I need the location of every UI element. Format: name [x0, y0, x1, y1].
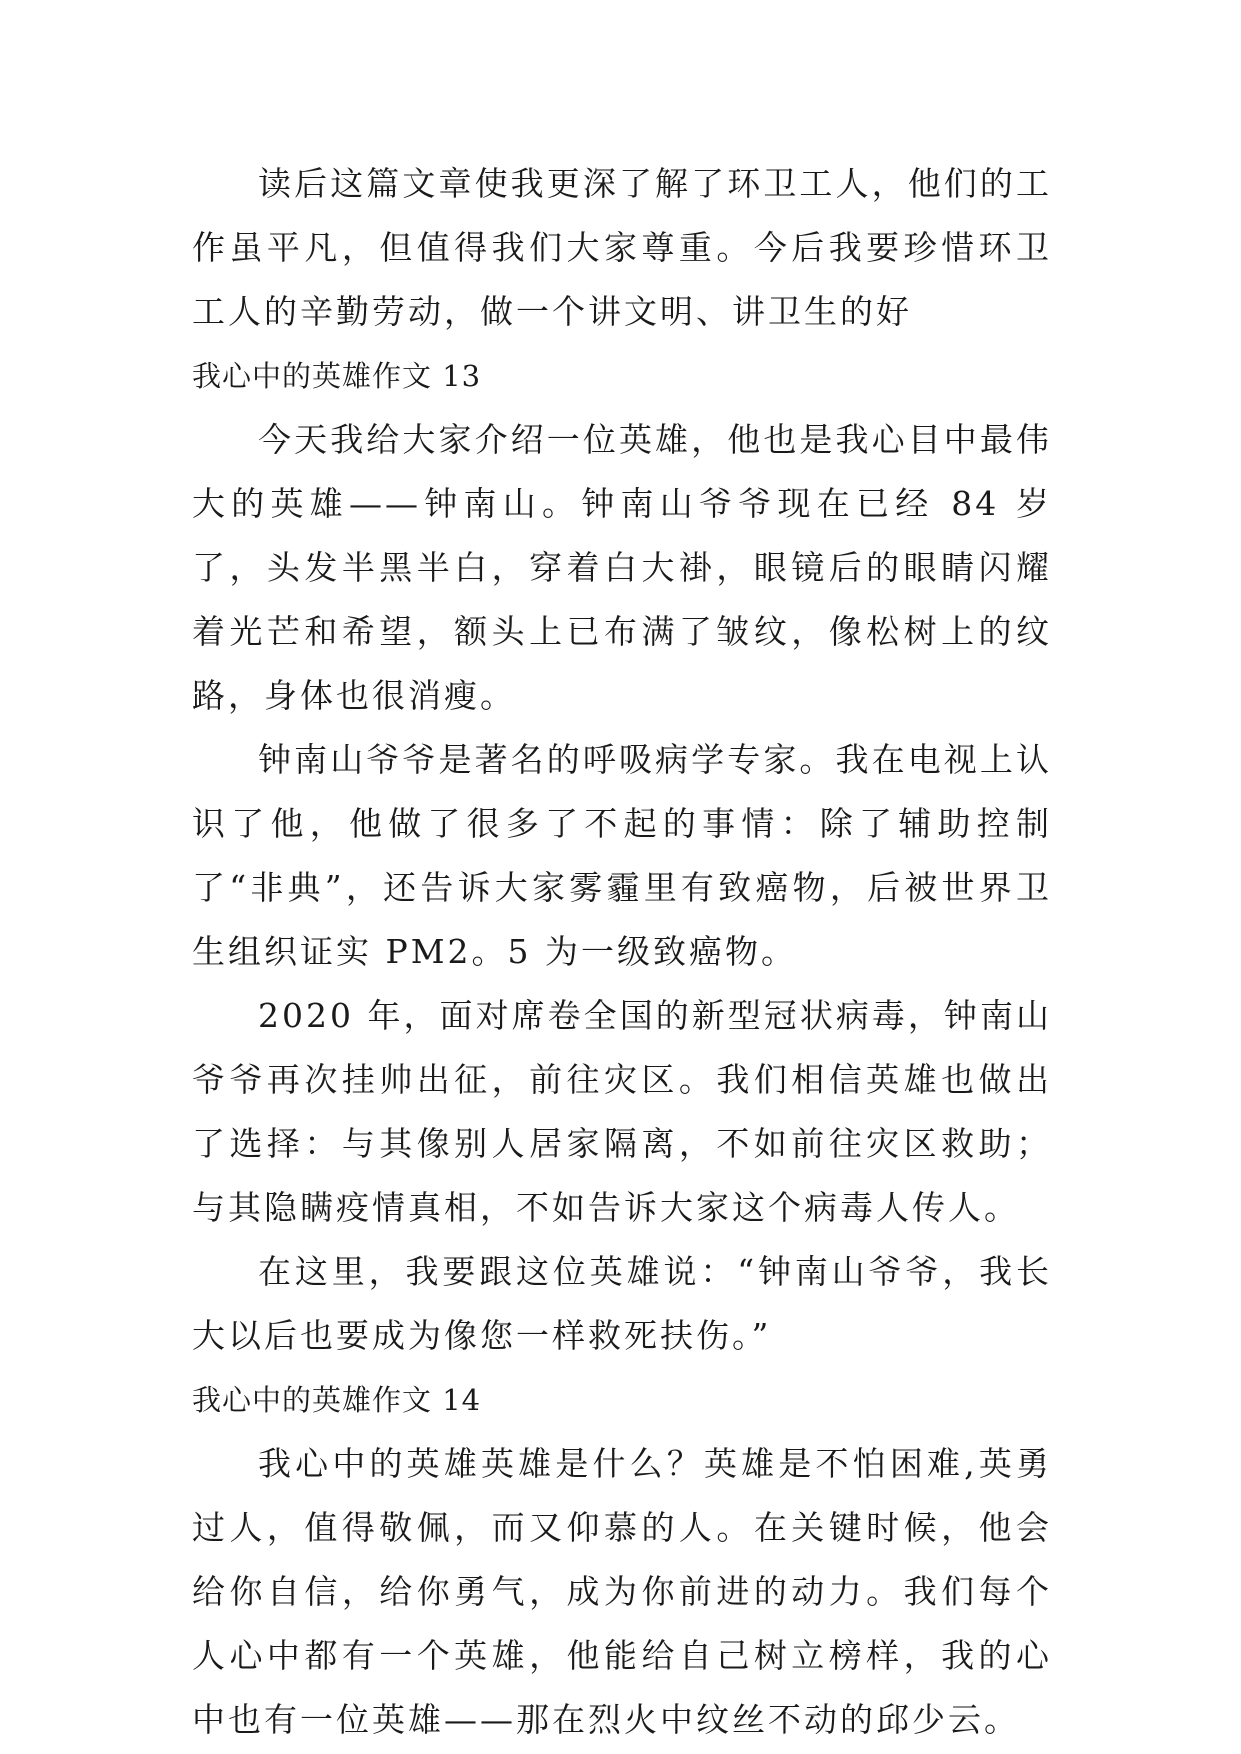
- paragraph: 今天我给大家介绍一位英雄，他也是我心目中最伟大的英雄——钟南山。钟南山爷爷现在已经 84 岁了，头发半黑半白，穿着白大褂，眼镜后的眼睛闪耀着光芒和希望，额头上已布满了皱纹，像松树上的纹路，身体也很消瘦。: [192, 420, 1052, 715]
- section-heading: 我心中的英雄作文 13: [192, 359, 482, 393]
- paragraph: 读后这篇文章使我更深了解了环卫工人，他们的工作虽平凡，但值得我们大家尊重。今后我要珍惜环卫工人的辛勤劳动，做一个讲文明、讲卫生的好: [192, 164, 1052, 331]
- paragraph: 钟南山爷爷是著名的呼吸病学专家。我在电视上认识了他，他做了很多了不起的事情：除了辅助控制了“非典”，还告诉大家雾霾里有致癌物，后被世界卫生组织证实 PM2。5 为一级致癌物。: [192, 740, 1052, 971]
- paragraph: 2020 年，面对席卷全国的新型冠状病毒，钟南山爷爷再次挂帅出征，前往灾区。我们相信英雄也做出了选择：与其像别人居家隔离，不如前往灾区救助；与其隐瞒疫情真相，不如告诉大家这个病毒人传人。: [192, 996, 1052, 1227]
- paragraph: 我心中的英雄英雄是什么？英雄是不怕困难,英勇过人，值得敬佩，而又仰慕的人。在关键时候，他会给你自信，给你勇气，成为你前进的动力。我们每个人心中都有一个英雄，他能给自己树立榜样，我的心中也有一位英雄——那在烈火中纹丝不动的邱少云。: [192, 1444, 1052, 1739]
- section-heading: 我心中的英雄作文 14: [192, 1383, 482, 1417]
- paragraph: 在这里，我要跟这位英雄说：“钟南山爷爷，我长大以后也要成为像您一样救死扶伤。”: [192, 1252, 1052, 1355]
- document-body: [192, 152, 1052, 1752]
